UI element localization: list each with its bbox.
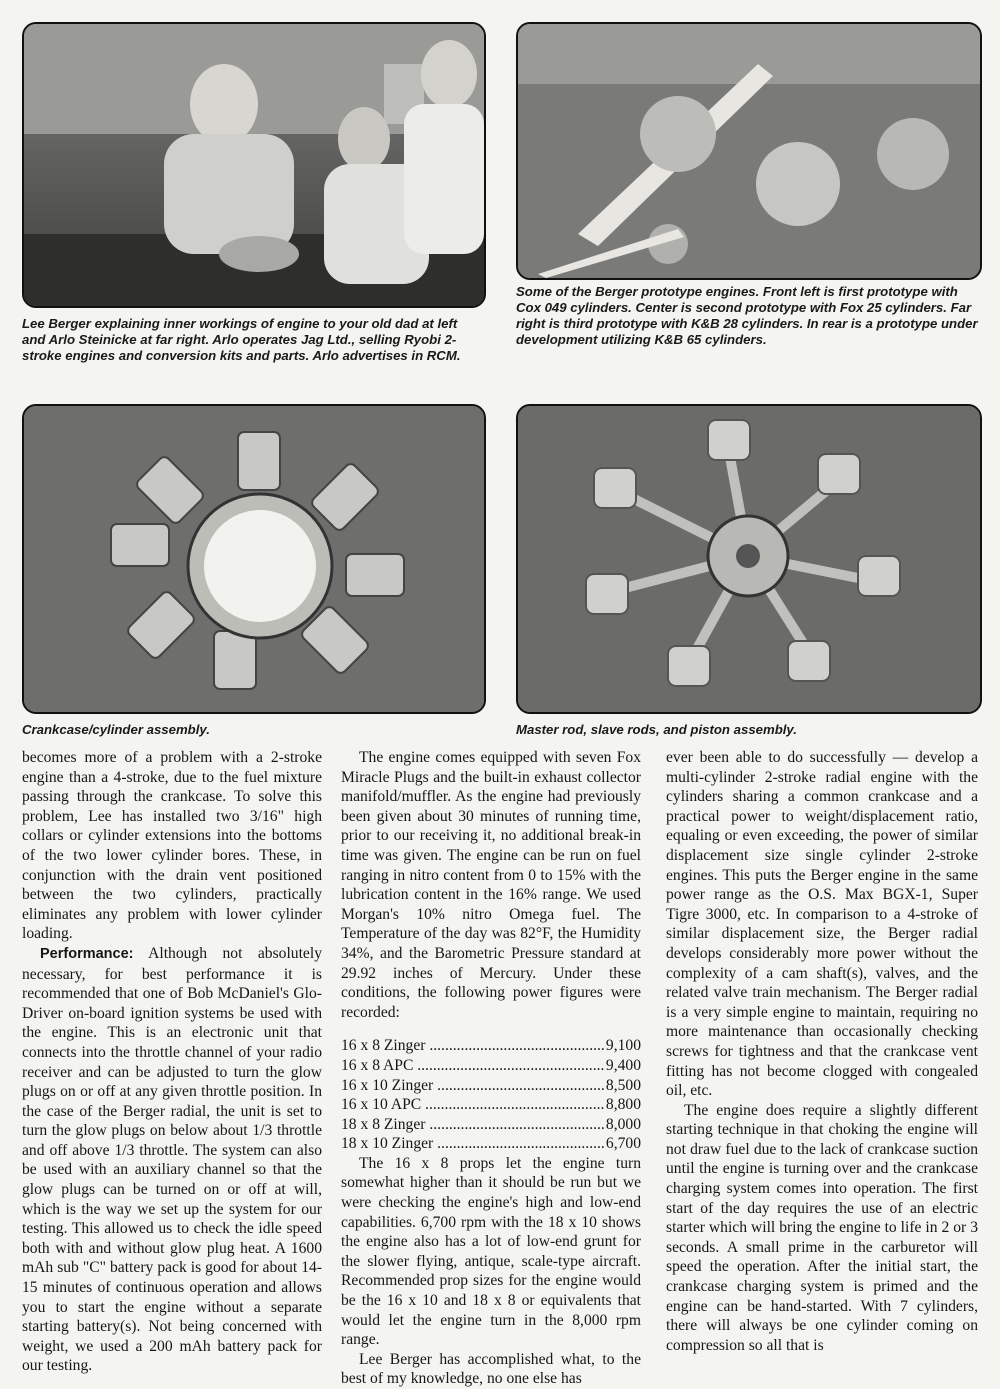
table-row — [341, 1076, 641, 1096]
prop-size: 16 x 8 Zinger ..... — [341, 1036, 604, 1056]
caption-workshop: Lee Berger explaining inner workings of engine to your old dad at left and Arlo Steinicke at far right. Arlo operates Jag Ltd., selling Ryobi 2-stroke engines and conversion kits and parts. Arlo advertises in RCM. — [22, 316, 461, 363]
photo-workshop — [22, 22, 486, 308]
prop-size: 16 x 8 APC ..... — [341, 1056, 604, 1076]
col1-paragraph-1: becomes more of a problem with a 2-stroke engine than a 4-stroke, due to the fuel mixture passing through the crankcase. To solve this problem, Lee has installed two 3/16" high collars or cylinder extensions into the bottoms of the two lower cylinder bores. These, in conjunction with the drain vent positioned between the two cylinders, practically eliminates any problem with lower cylinder loading. — [22, 749, 322, 943]
rpm-value: 8,800 — [605, 1096, 641, 1114]
text-column-1 — [22, 748, 322, 1376]
table-row — [341, 1115, 641, 1135]
photo-crankcase-assembly — [22, 404, 486, 714]
col2-paragraph-1: The engine comes equipped with seven Fox Miracle Plugs and the built-in exhaust collector manifold/muffler. As the engine had previously been given about 30 minutes of running time, prior to our receiving it, no additional break-in time was given. The engine can be run on fuel ranging in nitro content from 0 to 15% with the lubrication content in the 16% range. We used Morgan's 10% nitro Omega fuel. The Temperature of the day was 82°F, the Humidity 34%, and the Barometric Pressure standard at 29.92 inches of Mercury. Under these conditions, the following power figures were recorded: — [341, 749, 641, 1021]
photo-prototype-engines — [516, 22, 982, 280]
rpm-value: 6,700 — [605, 1135, 641, 1153]
text-column-2 — [341, 748, 641, 1389]
performance-text: Although not absolutely necessary, for best performance it is recommended that one of Bob McDaniel's Glo-Driver on-board ignition systems be used with the engine. This is an electronic unit that connects into the throttle channel of your radio receiver and can be adjusted to turn the glow plugs on or off at any given throttle position. In the case of the Berger radial, the unit is set to turn the glow plugs on below about 1/3 throttle and off above 1/3 throttle. The system can also be used with an auxiliary channel so that the glow plugs can be turned on or off at will, which is the way we set up the system for our testing. This allowed us to check the idle speed both with and without glow plug heat. A 1600 mAh sub "C" battery pack is good for about 14-15 minutes of continuous operation and allows you to start the engine without a separate starting battery(s). Not being concerned with weight, we used a 200 mAh battery pack for our testing. — [22, 944, 322, 1375]
caption-prototype-engines: Some of the Berger prototype engines. Front left is first prototype with Cox 049 cylinders. Center is second prototype with Fox 25 cylinders. Far right is third prototype with K&B 28 cylinders. In rear is a prototype under development utilizing K&B 65 cylinders. — [516, 284, 978, 347]
photo-master-rod-assembly — [516, 404, 982, 714]
table-row — [341, 1134, 641, 1154]
text-column-3 — [666, 748, 978, 1355]
prop-size: 18 x 8 Zinger ..... — [341, 1115, 604, 1135]
caption-master-rod-assembly: Master rod, slave rods, and piston assembly. — [516, 722, 797, 737]
rpm-value: 9,400 — [605, 1056, 641, 1074]
table-row — [341, 1095, 641, 1115]
prop-size: 16 x 10 Zinger ..... — [341, 1076, 604, 1096]
table-row — [341, 1056, 641, 1076]
rpm-value: 8,000 — [605, 1115, 641, 1133]
col2-paragraph-2: The 16 x 8 props let the engine turn somewhat higher than it should be run but we were checking the engine's high and low-end capabilities. 6,700 rpm with the 18 x 10 shows the engine also has a lot of low-end grunt for the slower flying, antique, scale-type aircraft. Recommended prop sizes for the engine would be the 16 x 10 and 18 x 8 or equivalents that would let the engine turn in the 8,000 rpm range. — [341, 1154, 641, 1349]
col2-paragraph-3: Lee Berger has accomplished what, to the best of my knowledge, no one else has — [341, 1350, 641, 1388]
table-row — [341, 1036, 641, 1056]
performance-heading: Performance: — [40, 945, 134, 962]
rpm-value: 9,100 — [605, 1037, 641, 1055]
col1-paragraph-2 — [22, 944, 322, 1376]
col3-paragraph-2: The engine does require a slightly different starting technique in that choking the engine will not draw fuel due to the lack of crankcase suction until the engine is turning over and the crankcase charging system comes into operation. The first start of the day requires the use of an electric starter which will bring the engine to life in 2 or 3 seconds. A small prime in the carburetor will speed the operation. After the initial start, the crankcase charging system is primed and the engine can be hand-started. With 7 cylinders, there will always be one cylinder coming on compression so all that is — [666, 1101, 978, 1354]
power-figures-table — [341, 1036, 641, 1154]
rpm-value: 8,500 — [605, 1076, 641, 1094]
col3-paragraph-1: ever been able to do successfully — develop a multi-cylinder 2-stroke radial engine with the cylinders sharing a common crankcase and a practical power to weight/displacement ratio, equaling or even exceeding, the power of similar displacement size single cylinder 2-stroke engines. This puts the Berger engine in the same power range as the O.S. Max BGX-1, Super Tigre 3000, etc. In comparison to a 4-stroke of similar displacement size, the Berger radial develops considerably more power without the complexity of a cam shaft(s), valves, and the related valve train mechanism. The Berger radial is a very simple engine to maintain, requiring no more maintenance than occasionally checking screws for tightness and that the crankcase vent fitting has not become clogged with congealed oil, etc. — [666, 749, 978, 1100]
caption-crankcase-assembly: Crankcase/cylinder assembly. — [22, 722, 210, 737]
prop-size: 16 x 10 APC ..... — [341, 1095, 604, 1115]
prop-size: 18 x 10 Zinger ..... — [341, 1134, 604, 1154]
